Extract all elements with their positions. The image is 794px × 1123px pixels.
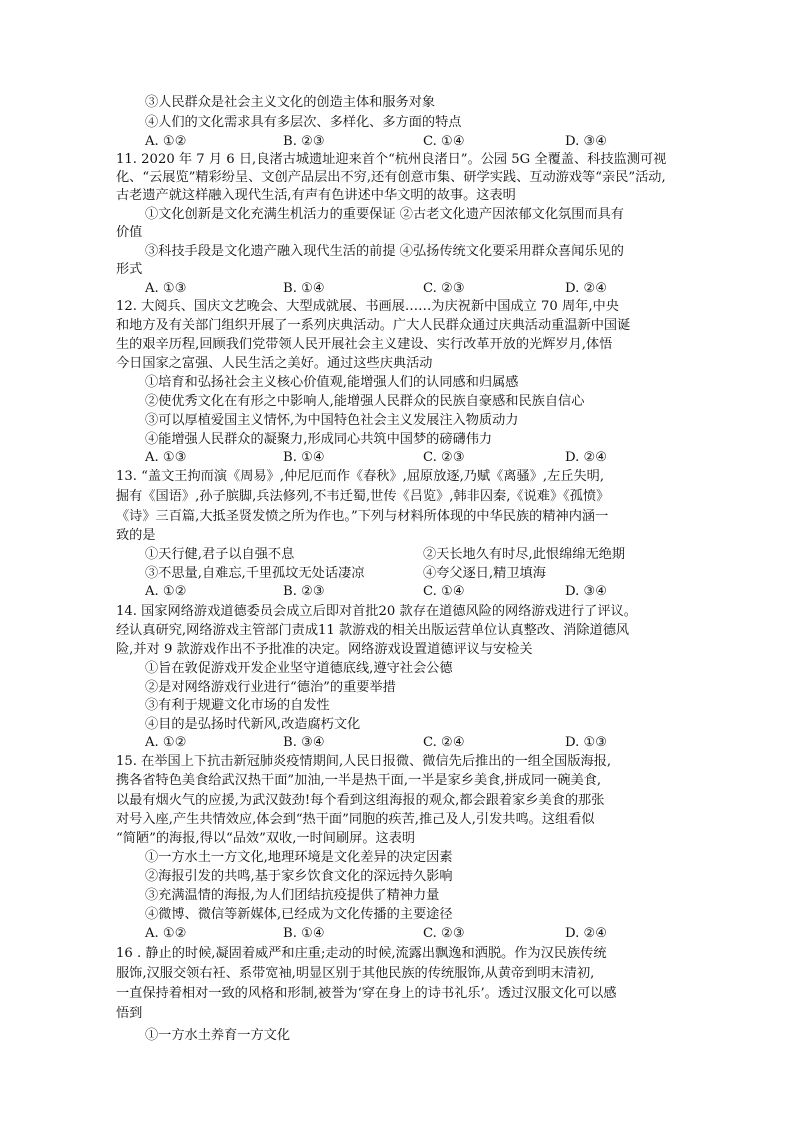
option-c: C. ①④	[423, 134, 465, 149]
statement-2: ②是对网络游戏行业进行“德治”的重要举措	[145, 680, 396, 695]
option-d: D. ②④	[565, 281, 608, 296]
statement-1: ①培育和弘扬社会主义核心价值观,能增强人们的认同感和归属感	[145, 375, 519, 390]
option-c: C. ②③	[423, 926, 465, 941]
option-c: C. ②③	[423, 281, 465, 296]
option-b: B. ①④	[283, 926, 325, 941]
statement-4: ④微博、微信等新媒体,已经成为文化传播的主要途径	[145, 907, 453, 922]
option-a: A. ①②	[145, 584, 187, 599]
option-b: B. ②③	[283, 134, 325, 149]
question-12-line: 今日国家之富强、人民生活之美好。通过这些庆典活动	[116, 356, 433, 371]
question-13-line: 掘有《国语》,孙子膑脚,兵法修列,不韦迁蜀,世传《吕览》,韩非囚秦,《说难》《孤愤》	[116, 489, 610, 504]
statement-3: ③不思量,自难忘,千里孤坟无处话凄凉	[145, 566, 365, 581]
option-a: A. ①②	[145, 926, 187, 941]
statement-continuation: 价值	[116, 225, 143, 240]
question-15-line: 对号入座,产生共情效应,体会到“热干面”同胞的疾苦,推己及人,引发共鸣。这组看似	[116, 812, 595, 827]
statement-2: ②海报引发的共鸣,基于家乡饮食文化的深远持久影响	[145, 869, 453, 884]
question-13-line: 13. “盖文王拘而演《周易》,仲尼厄而作《春秋》,屈原放逐,乃赋《离骚》,左丘失明,	[116, 469, 605, 484]
question-14-line: 经认真研究,网络游戏主管部门责成11 款游戏的相关出版运营单位认真整改、消除道德风	[116, 623, 630, 638]
option-b: B. ①④	[283, 450, 325, 465]
statement-4: ④人们的文化需求具有多层次、多样化、多方面的特点	[145, 115, 462, 130]
statement-continuation: 形式	[116, 262, 143, 277]
statement-3: ③充满温情的海报,为人们团结抗疫提供了精神力量	[145, 888, 440, 903]
statement-4: ④目的是弘扬时代新风,改造腐朽文化	[145, 717, 361, 732]
statement-2: ②使优秀文化在有形之中影响人,能增强人民群众的民族自豪感和民族自信心	[145, 394, 585, 409]
statement-2: ②天长地久有时尽,此恨绵绵无绝期	[423, 547, 626, 562]
statement-3-4: ③科技手段是文化遗产融入现代生活的前提 ④弘扬传统文化要采用群众喜闻乐见的	[145, 244, 624, 259]
option-a: A. ①③	[145, 281, 187, 296]
question-12-line: 生的艰辛历程,回顾我们党带领人民开展社会主义建设、实行改革开放的光辉岁月,体悟	[116, 337, 613, 352]
question-15-line: “简陋”的海报,得以“品效”双收,一时间刷屏。这表明	[116, 831, 416, 846]
option-d: D. ③④	[565, 134, 608, 149]
option-d: D. ③④	[565, 584, 608, 599]
question-14-line: 险,并对 9 款游戏作出不予批准的决定。网络游戏设置道德评议与安检关	[116, 642, 533, 657]
statement-1: ①旨在敦促游戏开发企业坚守道德底线,遵守社会公德	[145, 661, 453, 676]
statement-4: ④能增强人民群众的凝聚力,形成同心共筑中国梦的磅礴伟力	[145, 432, 493, 447]
option-b: B. ③④	[283, 735, 325, 750]
option-b: B. ①④	[283, 281, 325, 296]
option-a: A. ①②	[145, 735, 187, 750]
question-13-line: 《诗》三百篇,大抵圣贤发愤之所为作也。”下列与材料所体现的中华民族的精神内涵一	[116, 509, 609, 524]
question-15-line: 15. 在举国上下抗击新冠肺炎疫情期间,人民日报微、微信先后推出的一组全国版海报,	[116, 754, 612, 769]
statement-4: ④夸父逐日,精卫填海	[423, 566, 546, 581]
option-b: B. ②③	[283, 584, 325, 599]
question-11-line: 化、“云展览”精彩纷呈、文创产品层出不穷,还有创意市集、研学实践、互动游戏等“亲民”活动,	[116, 170, 666, 185]
statement-1: ①一方水土一方文化,地理环境是文化差异的决定因素	[145, 850, 453, 865]
question-11-line: 古老遗产就这样融入现代生活,有声有色讲述中华文明的故事。这表明	[116, 188, 516, 203]
question-11-line: 11. 2020 年 7 月 6 日,良渚古城遗址迎来首个“杭州良渚日”。公园 5G 全覆盖、科技监测可视	[116, 152, 667, 167]
question-15-line: 携各省特色美食给武汉热干面”加油,一半是热干面,一半是家乡美食,拼成同一碗美食,	[116, 773, 602, 788]
option-a: A. ①③	[145, 450, 187, 465]
question-13-line: 致的是	[116, 528, 156, 543]
option-d: D. ①③	[565, 735, 608, 750]
question-16-line: 服饰,汉服交领右衽、系带宽袖,明显区别于其他民族的传统服饰,从黄帝到明末清初,	[116, 966, 595, 981]
question-12-line: 和地方及有关部门组织开展了一系列庆典活动。广大人民群众通过庆典活动重温新中国诞	[116, 318, 631, 333]
option-c: C. ②③	[423, 450, 465, 465]
statement-1: ①一方水土养育一方文化	[145, 1028, 291, 1043]
question-16-line: 一直保持着相对一致的风格和形制,被誉为‘穿在身上的诗书礼乐’。透过汉服文化可以感	[116, 986, 617, 1001]
statement-3: ③可以厚植爱国主义情怀,为中国特色社会主义发展注入物质动力	[145, 413, 519, 428]
option-c: C. ①④	[423, 584, 465, 599]
statement-3: ③人民群众是社会主义文化的创造主体和服务对象	[145, 95, 436, 110]
option-d: D. ②④	[565, 926, 608, 941]
option-c: C. ②④	[423, 735, 465, 750]
question-12-line: 12. 大阅兵、国庆文艺晚会、大型成就展、书画展……为庆祝新中国成立 70 周年,中央	[116, 299, 619, 314]
question-16-line: 悟到	[116, 1006, 143, 1021]
option-a: A. ①②	[145, 134, 187, 149]
statement-1-2: ①文化创新是文化充满生机活力的重要保证 ②古老文化遗产因浓郁文化氛围而具有	[145, 207, 624, 222]
question-16-line: 16 . 静止的时候,凝固着威严和庄重;走动的时候,流露出飘逸和洒脱。作为汉民族传统	[116, 946, 607, 961]
option-d: D. ②④	[565, 450, 608, 465]
question-15-line: 以最有烟火气的应援,为武汉鼓劲!每个看到这组海报的观众,都会跟着家乡美食的那张	[116, 793, 605, 808]
statement-3: ③有利于规避文化市场的自发性	[145, 698, 330, 713]
question-14-line: 14. 国家网络游戏道德委员会成立后即对首批20 款存在道德风险的网络游戏进行了评议。	[116, 604, 637, 619]
statement-1: ①天行健,君子以自强不息	[145, 547, 295, 562]
